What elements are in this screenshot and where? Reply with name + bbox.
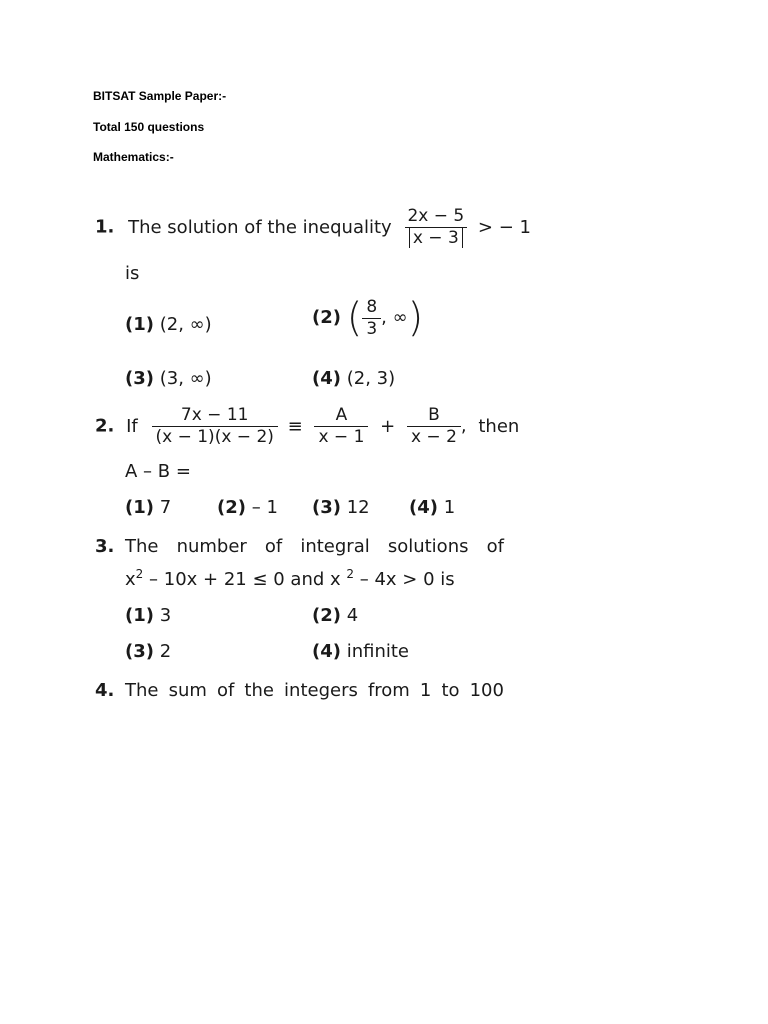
inequality-tail: > − 1 xyxy=(477,216,531,238)
option-label: (3) xyxy=(125,368,154,389)
option-label: (2) xyxy=(312,605,341,626)
question-3 xyxy=(95,538,114,556)
plus-sign: + xyxy=(380,415,396,437)
option-1[interactable] xyxy=(125,607,171,625)
option-3[interactable] xyxy=(312,499,370,517)
option-label: (3) xyxy=(312,497,341,518)
left-paren: ( xyxy=(346,295,363,341)
question-1 xyxy=(95,208,531,247)
fraction-denominator: (x − 1)(x − 2) xyxy=(152,426,278,446)
absolute-value: x − 3 xyxy=(409,228,463,248)
option-1[interactable] xyxy=(125,316,212,334)
question-4 xyxy=(95,682,114,700)
option-3[interactable] xyxy=(125,643,171,661)
word: integral xyxy=(300,536,370,557)
fraction-denominator xyxy=(405,227,467,247)
option-label: (1) xyxy=(125,314,154,335)
fraction-numerator: A xyxy=(335,405,348,425)
option-4[interactable] xyxy=(312,643,409,661)
comma: , xyxy=(460,415,467,437)
question-text: The solution of the inequality xyxy=(128,216,392,238)
option-2[interactable] xyxy=(312,295,424,341)
option-value: – 1 xyxy=(251,497,278,518)
option-label: (4) xyxy=(312,641,341,662)
question-text-cont: A – B = xyxy=(125,461,191,482)
option-3[interactable] xyxy=(125,370,212,388)
question-text xyxy=(125,682,504,700)
word: of xyxy=(486,536,504,557)
fraction-numerator: 2x − 5 xyxy=(407,206,465,226)
question-number: 1. xyxy=(95,216,115,238)
option-value: 1 xyxy=(443,497,456,518)
question-if: If xyxy=(126,415,138,437)
fraction-denominator: x − 2 xyxy=(407,426,461,446)
fraction-denominator: x − 1 xyxy=(314,426,368,446)
option-4[interactable] xyxy=(312,370,395,388)
option-label: (4) xyxy=(409,497,438,518)
option-label: (2) xyxy=(312,307,341,328)
word: number xyxy=(176,536,247,557)
fraction xyxy=(403,208,468,247)
fraction-numerator: B xyxy=(428,405,440,425)
option-label: (4) xyxy=(312,368,341,389)
fraction-numerator: 7x − 11 xyxy=(180,405,249,425)
option-value: 3 xyxy=(159,605,172,626)
question-text-cont: is xyxy=(125,263,140,284)
option-label: (1) xyxy=(125,605,154,626)
word: the xyxy=(244,680,274,701)
option-label: (3) xyxy=(125,641,154,662)
option-value: (2, 3) xyxy=(346,368,396,389)
question-text-cont xyxy=(125,568,455,589)
word: solutions xyxy=(387,536,469,557)
option-value: 7 xyxy=(159,497,172,518)
fraction xyxy=(362,296,381,339)
word: 100 xyxy=(469,680,504,701)
option-label: (1) xyxy=(125,497,154,518)
superscript: 2 xyxy=(346,567,355,581)
superscript: 2 xyxy=(135,567,144,581)
fraction-denominator: 3 xyxy=(362,318,381,338)
word: of xyxy=(216,680,235,701)
option-value: 2 xyxy=(159,641,172,662)
fraction-numerator: 8 xyxy=(366,296,378,317)
expr-part: x xyxy=(125,569,136,590)
question-text xyxy=(125,538,504,556)
word: 1 xyxy=(419,680,432,701)
section-title: Mathematics:- xyxy=(93,150,174,164)
paper-title: BITSAT Sample Paper:- xyxy=(93,89,227,103)
word: The xyxy=(125,536,159,557)
right-paren: ) xyxy=(407,295,424,341)
option-2[interactable] xyxy=(217,499,278,517)
option-4[interactable] xyxy=(409,499,455,517)
question-number: 2. xyxy=(95,415,115,437)
expr-part: – 10x + 21 ≤ 0 and x xyxy=(143,569,347,590)
option-value: infinite xyxy=(346,641,410,662)
word: from xyxy=(367,680,410,701)
fraction-a xyxy=(314,407,368,446)
option-value: 12 xyxy=(346,497,370,518)
option-value: , ∞ xyxy=(381,307,408,328)
option-value: 4 xyxy=(346,605,359,626)
question-number: 4. xyxy=(95,680,115,701)
equiv-sign: ≡ xyxy=(287,415,303,437)
question-then: then xyxy=(478,415,520,437)
expr-part: – 4x > 0 is xyxy=(354,569,455,590)
fraction-lhs xyxy=(152,407,278,446)
word: sum xyxy=(168,680,207,701)
word: of xyxy=(264,536,283,557)
question-2 xyxy=(95,407,519,446)
option-value: (2, ∞) xyxy=(159,314,212,335)
word: to xyxy=(441,680,460,701)
word: integers xyxy=(284,680,358,701)
question-number: 3. xyxy=(95,536,115,557)
total-questions: Total 150 questions xyxy=(93,120,205,134)
option-value: (3, ∞) xyxy=(159,368,212,389)
fraction-b xyxy=(407,407,461,446)
option-label: (2) xyxy=(217,497,246,518)
option-2[interactable] xyxy=(312,607,358,625)
option-1[interactable] xyxy=(125,499,171,517)
word: The xyxy=(125,680,159,701)
